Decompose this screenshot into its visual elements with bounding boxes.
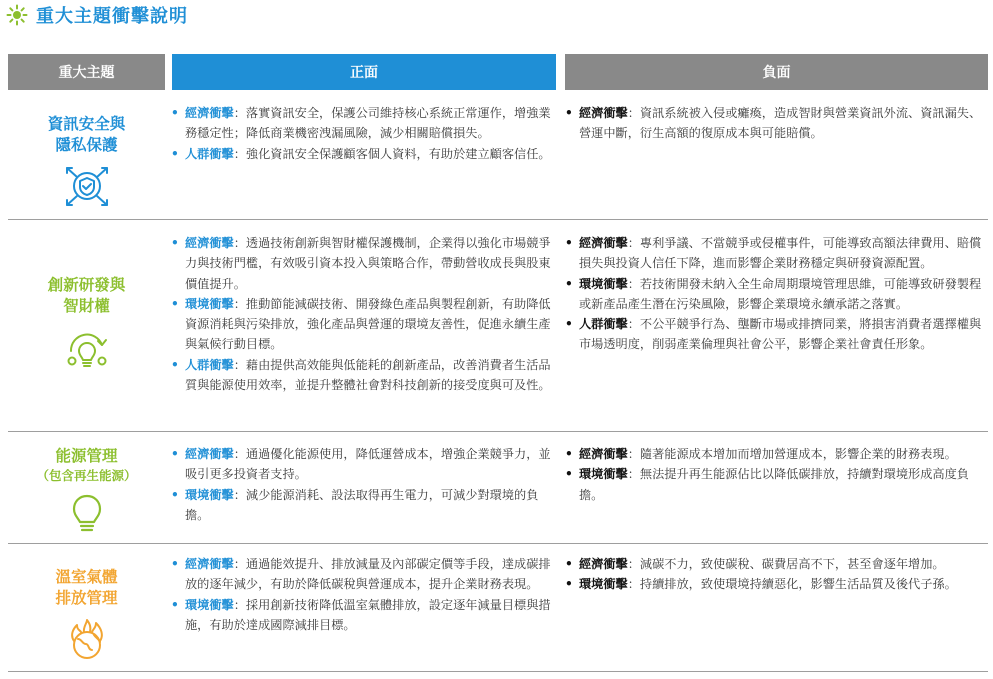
innovation-bulb-icon xyxy=(62,325,112,375)
burning-earth-icon xyxy=(64,617,110,663)
table-row-ghg xyxy=(8,544,988,672)
header-negative: 負面 xyxy=(565,54,988,90)
impact-label: 人群衝擊 xyxy=(185,357,234,372)
list-item: • 經濟衝擊：隨著能源成本增加而增加營運成本，影響企業的財務表現。 xyxy=(565,447,957,461)
impact-text: ：資訊系統被入侵或癱瘓，造成智財與營業資訊外流、資訊漏失、營運中斷，衍生高額的復原成本與可能賠償。 xyxy=(579,106,982,141)
impact-text: ：藉由提供高效能與低能耗的創新產品，改善消費者生活品質與能源使用效率，並提升整體社會對科技創新的接受度與可及性。 xyxy=(185,357,551,393)
impact-text: ：落實資訊安全，保護公司維持核心系統正常運作，增強業務穩定性；降低商業機密洩漏風險，減少相關賠償損失。 xyxy=(185,106,551,141)
impact-label: 人群衝擊 xyxy=(185,146,234,161)
list-item: • 環境衝擊：推動節能減碳技術、開發綠色產品與製程創新，有助降低資源消耗與污染排放，強化產品與營運的環境友善性，促進永續生產與氣候行動目標。 xyxy=(171,296,551,352)
list-item: • 環境衝擊：若技術開發未納入全生命周期環境管理思維，可能導致研發製程或新產品產生潛在污染風險，影響企業環境永續承諾之落實。 xyxy=(565,276,982,311)
list-item: • 經濟衝擊：專利爭議、不當競爭或侵權事件，可能導致高額法律費用、賠償損失與投資人信任下降，進而影響企業財務穩定與研發資源配置。 xyxy=(565,236,982,271)
impact-label: 經濟衝擊 xyxy=(579,236,628,250)
header-topic: 重大主題 xyxy=(8,54,165,90)
impact-label: 環境衝擊 xyxy=(579,577,628,592)
impact-text: ：無法提升再生能源佔比以降低碳排放，持續對環境形成高度負擔。 xyxy=(579,467,969,502)
list-item: • 經濟衝擊：透過技術創新與智財權保護機制，企業得以強化市場競爭力與技術門檻，有效吸引資本投入與策略合作，帶動營收成長與股東價值提升。 xyxy=(171,236,551,291)
impact-label: 經濟衝擊 xyxy=(579,106,628,120)
list-item: • 環境衝擊：無法提升再生能源佔比以降低碳排放，持續對環境形成高度負擔。 xyxy=(565,467,969,502)
impact-label: 環境衝擊 xyxy=(185,296,234,311)
impact-text: ：推動節能減碳技術、開發綠色產品與製程創新，有助降低資源消耗與污染排放，強化產品與營運的環境友善性，促進永續生產與氣候行動目標。 xyxy=(185,296,551,352)
topic-name-line: 創新研發與 xyxy=(47,276,126,294)
positive-cell xyxy=(171,233,551,395)
topic-name-line: 溫室氣體 xyxy=(55,568,118,586)
impact-label: 環境衝擊 xyxy=(185,597,234,612)
impact-text: ：持續排放，致使環境持續惡化，影響生活品質及後代子孫。 xyxy=(627,577,957,592)
impact-label: 經濟衝擊 xyxy=(185,557,234,571)
topic-name-line: 隱私保護 xyxy=(55,136,118,154)
impact-label: 經濟衝擊 xyxy=(185,106,234,120)
impact-text: ：通過能效提升、排放減量及內部碳定價等手段，達成碳排放的逐年減少，有助於降低碳稅與營運成本，提升企業財務表現。 xyxy=(185,557,551,592)
negative-cell xyxy=(565,103,987,144)
lightbulb-icon xyxy=(67,493,107,535)
list-item: • 經濟衝擊：減碳不力，致使碳稅、碳費居高不下，甚至會逐年增加。 xyxy=(565,557,945,571)
impact-text: ：通過優化能源使用，降低運營成本，增強企業競爭力，並吸引更多投資者支持。 xyxy=(185,447,551,482)
topic-subtitle: （包含再生能源） xyxy=(36,468,137,483)
impact-text: ：採用創新技術降低溫室氣體排放，設定逐年減量目標與措施，有助於達成國際減排目標。 xyxy=(185,597,551,632)
topic-cell xyxy=(8,275,165,375)
impact-label: 人群衝擊 xyxy=(579,317,628,332)
row-divider xyxy=(8,671,988,672)
impact-text: ：隨著能源成本增加而增加營運成本，影響企業的財務表現。 xyxy=(627,447,957,461)
topic-cell xyxy=(8,114,165,210)
page-header xyxy=(6,2,188,28)
impact-label: 環境衝擊 xyxy=(579,276,628,291)
sun-icon xyxy=(6,4,28,26)
impact-label: 經濟衝擊 xyxy=(579,447,628,461)
impact-label: 環境衝擊 xyxy=(185,487,234,502)
impact-text: ：若技術開發未納入全生命周期環境管理思維，可能導致研發製程或新產品產生潛在污染風險，影響企業環境永續承諾之落實。 xyxy=(579,276,982,311)
impact-text: ：強化資訊安全保護顧客個人資料，有助於建立顧客信任。 xyxy=(233,146,551,161)
impact-text: ：減少能源消耗、設法取得再生電力，可減少對環境的負擔。 xyxy=(185,487,539,522)
table-row-energy xyxy=(8,432,988,544)
list-item: • 經濟衝擊：落實資訊安全，保護公司維持核心系統正常運作，增強業務穩定性；降低商業機密洩漏風險，減少相關賠償損失。 xyxy=(171,106,551,141)
negative-cell xyxy=(565,444,987,505)
impact-text: ：專利爭議、不當競爭或侵權事件，可能導致高額法律費用、賠償損失與投資人信任下降，進而影響企業財務穩定與研發資源配置。 xyxy=(579,236,982,271)
impact-label: 經濟衝擊 xyxy=(185,447,234,461)
shield-network-icon xyxy=(64,164,110,210)
list-item: • 經濟衝擊：資訊系統被入侵或癱瘓，造成智財與營業資訊外流、資訊漏失、營運中斷，衍生高額的復原成本與可能賠償。 xyxy=(565,106,982,141)
topic-name-line: 排放管理 xyxy=(55,589,118,607)
page-title: 重大主題衝擊說明 xyxy=(36,6,188,27)
table-row-infosec xyxy=(8,97,988,220)
impact-label: 經濟衝擊 xyxy=(579,557,628,571)
topic-cell xyxy=(8,446,165,535)
topic-name-line: 智財權 xyxy=(63,297,110,315)
topic-cell xyxy=(8,567,165,663)
list-item: • 環境衝擊：持續排放，致使環境持續惡化，影響生活品質及後代子孫。 xyxy=(565,577,957,592)
list-item: • 人群衝擊：不公平競爭行為、壟斷市場或排擠同業，將損害消費者選擇權與市場透明度，削弱產業倫理與社會公平，影響企業社會責任形象。 xyxy=(565,317,982,352)
list-item: • 人群衝擊：強化資訊安全保護顧客個人資料，有助於建立顧客信任。 xyxy=(171,146,551,161)
header-positive: 正面 xyxy=(172,54,556,90)
list-item: • 經濟衝擊：通過優化能源使用，降低運營成本，增強企業競爭力，並吸引更多投資者支持。 xyxy=(171,447,551,482)
list-item: • 經濟衝擊：通過能效提升、排放減量及內部碳定價等手段，達成碳排放的逐年減少，有助於降低碳稅與營運成本，提升企業財務表現。 xyxy=(171,557,551,592)
positive-cell xyxy=(171,103,551,164)
list-item: • 人群衝擊：藉由提供高效能與低能耗的創新產品，改善消費者生活品質與能源使用效率，並提升整體社會對科技創新的接受度與可及性。 xyxy=(171,357,551,393)
negative-cell xyxy=(565,233,987,355)
positive-cell xyxy=(171,444,551,525)
impact-text: ：不公平競爭行為、壟斷市場或排擠同業，將損害消費者選擇權與市場透明度，削弱產業倫理與社會公平，影響企業社會責任形象。 xyxy=(579,317,982,352)
topic-name-line: 能源管理 xyxy=(55,447,118,465)
list-item: • 環境衝擊：減少能源消耗、設法取得再生電力，可減少對環境的負擔。 xyxy=(171,487,539,522)
impact-text: ：減碳不力，致使碳稅、碳費居高不下，甚至會逐年增加。 xyxy=(627,557,945,571)
topic-name-line: 資訊安全與 xyxy=(47,115,126,133)
table-row-innovation xyxy=(8,220,988,432)
impact-label: 環境衝擊 xyxy=(579,467,628,482)
impact-text: ：透過技術創新與智財權保護機制，企業得以強化市場競爭力與技術門檻，有效吸引資本投入與策略合作，帶動營收成長與股東價值提升。 xyxy=(185,236,551,291)
negative-cell xyxy=(565,554,987,595)
list-item: • 環境衝擊：採用創新技術降低溫室氣體排放，設定逐年減量目標與措施，有助於達成國際減排目標。 xyxy=(171,597,551,632)
impact-label: 經濟衝擊 xyxy=(185,236,234,250)
positive-cell xyxy=(171,554,551,635)
